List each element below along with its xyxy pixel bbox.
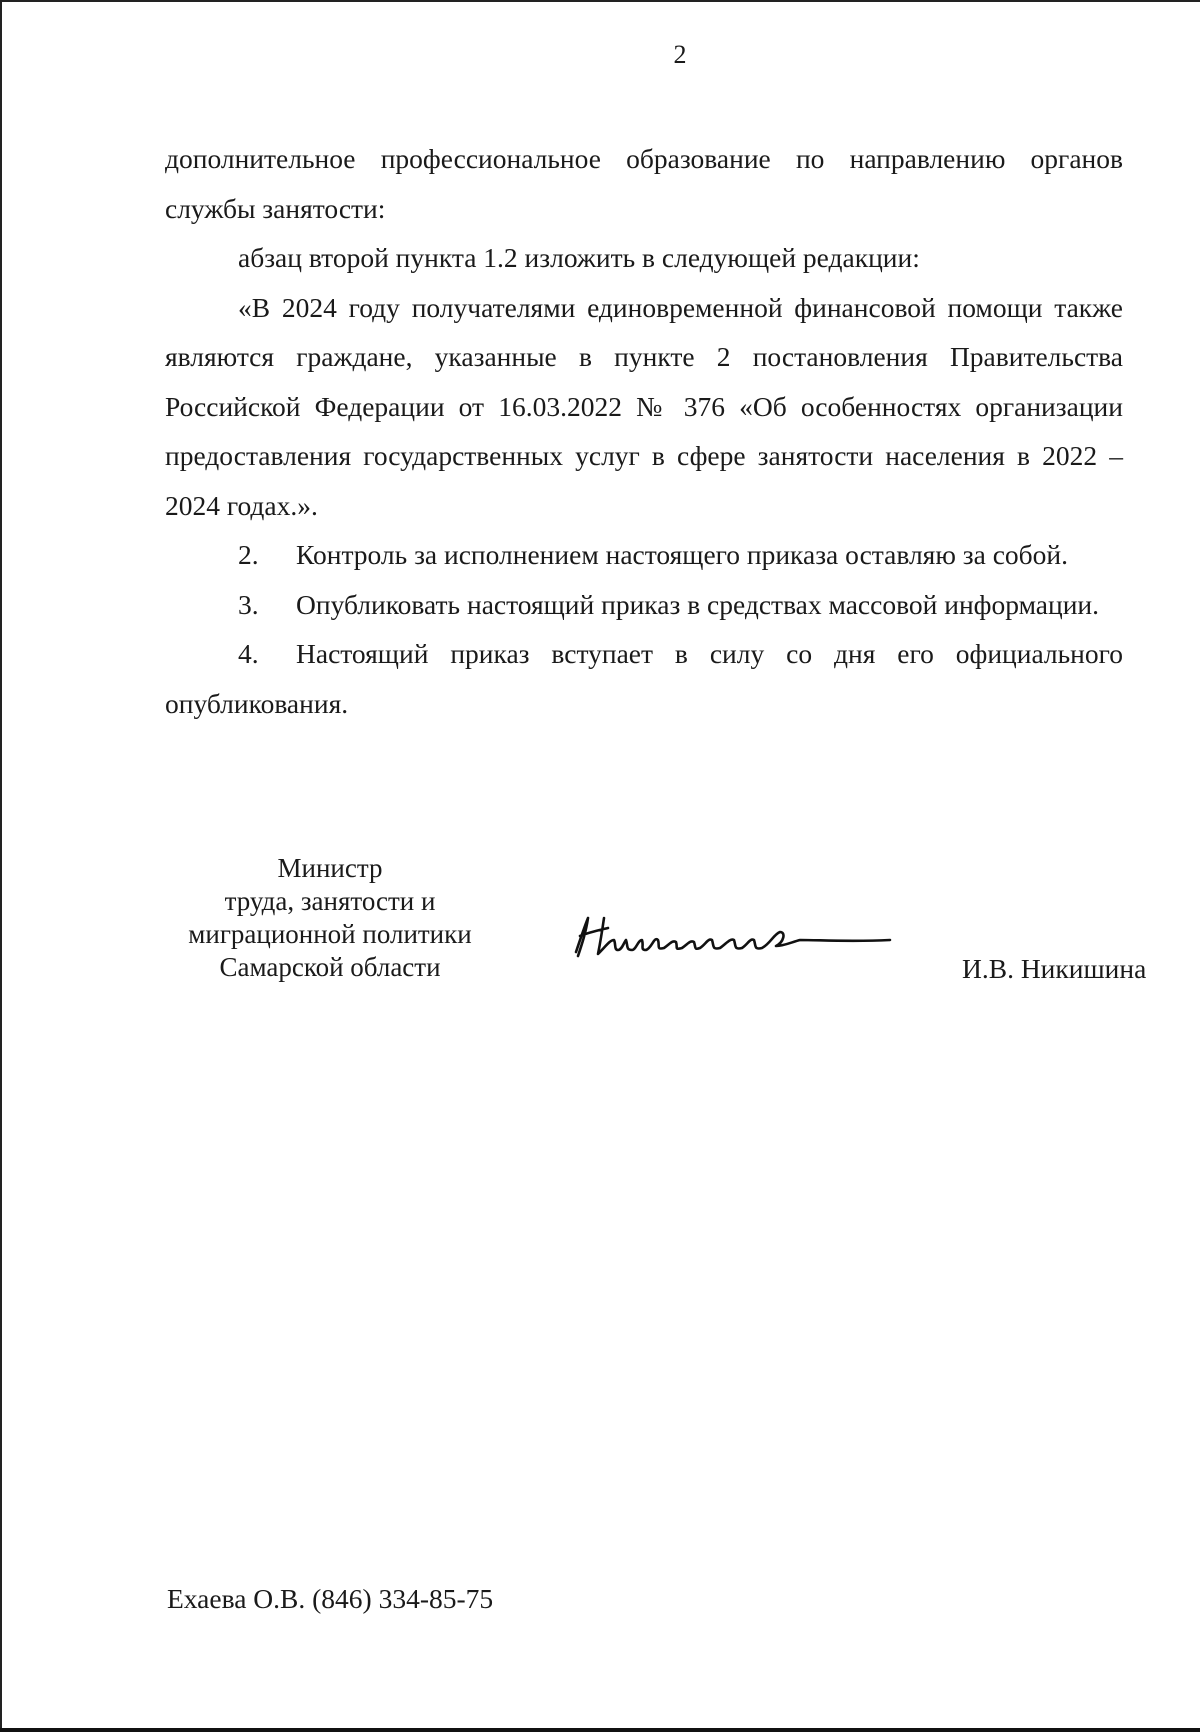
page-number: 2 xyxy=(673,40,687,69)
item-text: Настоящий приказ вступает в силу со дня его официального опубликования. xyxy=(165,638,1123,719)
scan-border-top xyxy=(0,0,1200,2)
document-body xyxy=(165,134,1123,728)
signer-name: И.В. Никишина xyxy=(962,953,1147,984)
position-line: труда, занятости и xyxy=(224,886,436,916)
item-number: 2. xyxy=(238,539,259,570)
position-line: Самарской области xyxy=(219,952,441,982)
item-number: 3. xyxy=(238,588,259,620)
numbered-item xyxy=(165,530,1123,580)
item-number: 4. xyxy=(238,638,259,669)
paragraph-amendment-text: «В 2024 году получателями единовременной финансовой помощи также являются граждане, указанные в пункте 2 постановления Правительства Российской Федерации от 16.03.2022 № 376 «Об особенностях организации предоставления государственных услуг в сфере занятости населения в 2022 – 2024 годах.». xyxy=(165,291,1123,521)
contact-info: Ехаева О.В. (846) 334-85-75 xyxy=(167,1583,494,1614)
handwritten-signature xyxy=(570,910,900,970)
numbered-item xyxy=(165,580,1123,630)
scan-border-bottom xyxy=(0,1728,1200,1732)
position-line: миграционной политики xyxy=(188,919,472,949)
item-text: Контроль за исполнением настоящего приказа оставляю за собой. xyxy=(296,539,1068,570)
paragraph-amendment-intro: абзац второй пункта 1.2 изложить в следующей редакции: xyxy=(238,242,920,273)
item-text: Опубликовать настоящий приказ в средствах массовой информации. xyxy=(296,588,1100,620)
paragraph-continuation: дополнительное профессиональное образование по направлению органов службы занятости: xyxy=(165,143,1123,224)
scan-border-left xyxy=(0,0,2,1732)
position-line: Министр xyxy=(277,853,383,883)
numbered-item xyxy=(165,629,1123,728)
signatory-position xyxy=(170,852,490,984)
